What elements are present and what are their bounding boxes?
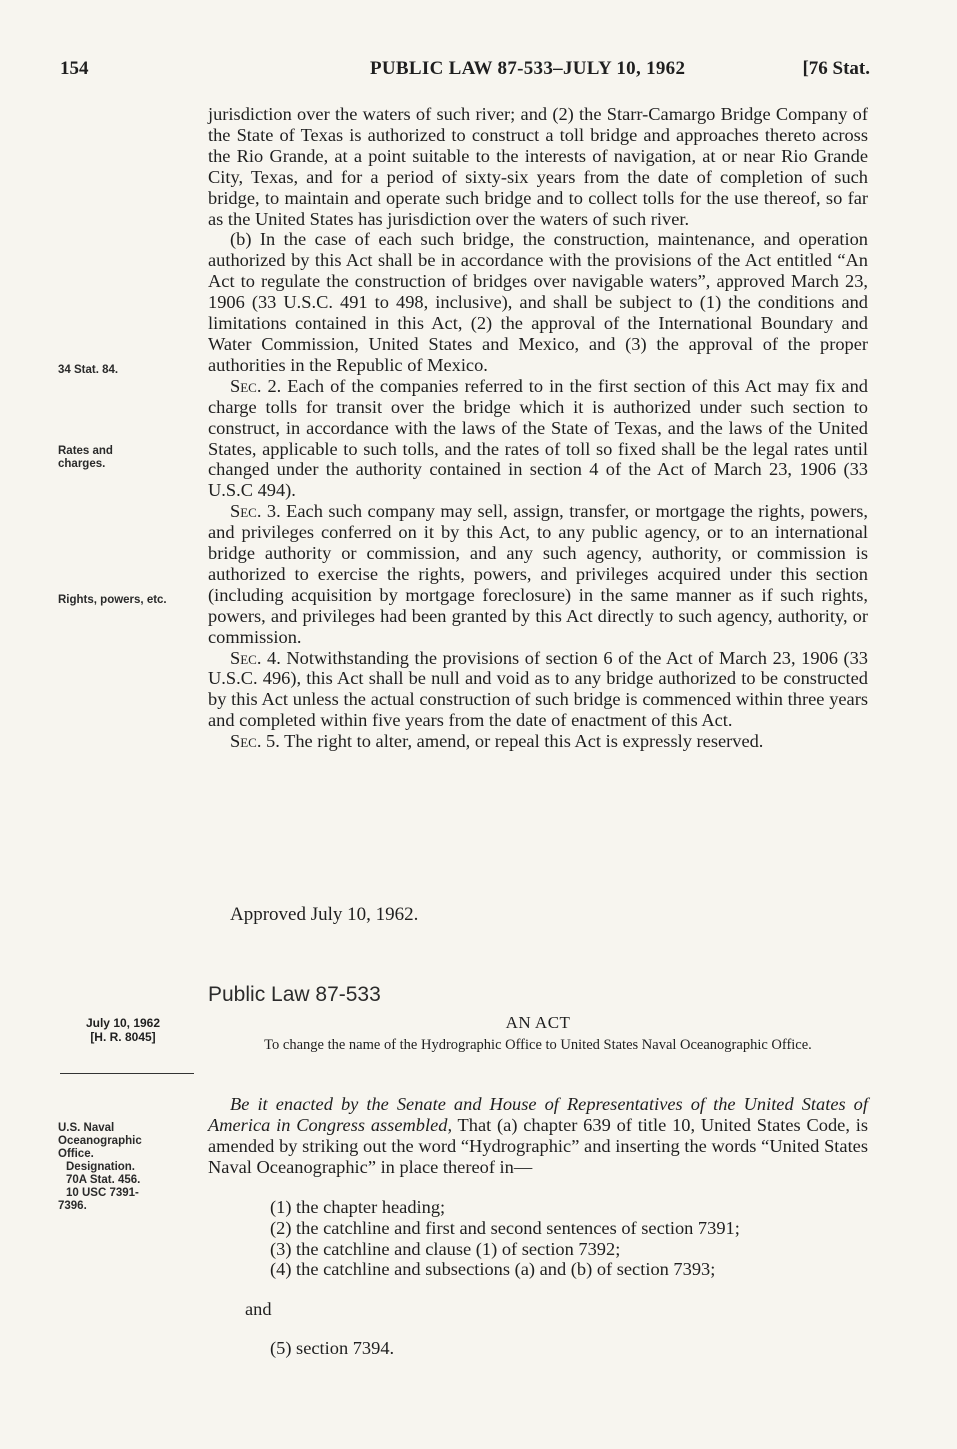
enactment-date: July 10, 1962 bbox=[85, 1016, 161, 1030]
paragraph-continuation: jurisdiction over the waters of such river; and (2) the Starr-Camargo Bridge Company of the State of Texas is authorized to construct a toll bridge and approaches thereto across the Rio Grande, at a point suitable to the interests of navigation, at or near Rio Grande City, Texas, and for a period of sixty-six years from the date of completion of such bridge, to maintain and operate such bridge and to collect tolls for the use thereof, so far as the United States has jurisdiction over the waters of such river. bbox=[208, 104, 868, 229]
enacting-clause: Be it enacted by the Senate and House of Representatives of the United States of America in Congress assembled, bbox=[208, 1094, 868, 1135]
margin-note-line: 7396. bbox=[58, 1200, 87, 1212]
page-header bbox=[60, 58, 870, 86]
list-item: (1) the chapter heading; bbox=[270, 1197, 446, 1217]
section-label: Sec. bbox=[230, 501, 262, 522]
public-law-title: Public Law 87-533 bbox=[208, 983, 381, 1006]
margin-note-designation bbox=[58, 1122, 188, 1213]
enacting-paragraph bbox=[208, 1094, 868, 1178]
running-title: PUBLIC LAW 87-533–JULY 10, 1962 bbox=[370, 58, 686, 79]
section-2-text: 2. Each of the companies referred to in the first section of this Act may fix and charge tolls for transit over the bridge which it is authorized under such section to construct, in accordance with the laws of the State of Texas, and the laws of the United States, applicable to such tolls, and the rates of toll so fixed shall be the legal rates until changed under the authority contained in section 4 of the Act of March 23, 1906 (33 U.S.C 494). bbox=[208, 375, 868, 501]
act-subtitle: To change the name of the Hydrographic Office to United States Naval Oceanographic Office. bbox=[264, 1037, 812, 1053]
margin-note-line: Oceanographic bbox=[58, 1135, 142, 1147]
top-section bbox=[208, 104, 868, 752]
enacting-text: That (a) chapter 639 of title 10, United States Code, is amended by striking out the word “Hydrographic” and inserting the words “United States Naval Oceanographic” in place thereof in— bbox=[208, 1114, 868, 1177]
section-3 bbox=[208, 501, 868, 647]
section-label: Sec. bbox=[230, 375, 262, 396]
act-heading: AN ACT bbox=[505, 1013, 571, 1032]
paragraph-b: (b) In the case of each such bridge, the construction, maintenance, and operation authorized by this Act shall be in accordance with the provisions of the Act entitled “An Act to regulate the construction of bridges over navigable waters”, approved March 23, 1906 (33 U.S.C. 491 to 498, inclusive), and shall be subject to (1) the conditions and limitations contained in this Act, (2) the approval of the International Boundary and Water Commission, United States and Mexico, and (3) the approval of the proper authorities in the Republic of Mexico. bbox=[208, 229, 868, 375]
section-label: Sec. bbox=[230, 731, 262, 752]
margin-note-stat: 34 Stat. 84. bbox=[58, 364, 119, 376]
margin-rule bbox=[60, 1073, 194, 1074]
section-label: Sec. bbox=[230, 647, 262, 668]
enactment-date-box bbox=[58, 1017, 188, 1044]
list-item: (5) section 7394. bbox=[270, 1337, 395, 1358]
list-item: (4) the catchline and subsections (a) and (b) of section 7393; bbox=[270, 1259, 716, 1280]
amendment-list bbox=[208, 1197, 868, 1359]
margin-note-rights: Rights, powers, etc. bbox=[58, 594, 167, 606]
section-4-text: 4. Notwithstanding the provisions of section 6 of the Act of March 23, 1906 (33 U.S.C. 496), this Act shall be null and void as to any bridge authorized to be constructed by this Act unless the actual construction of such bridge is commenced within three years and completed within five years from the date of enactment of this Act. bbox=[208, 647, 868, 731]
section-3-text: 3. Each such company may sell, assign, transfer, or mortgage the rights, powers, and privileges conferred on it by this Act, to any public agency, or to an international bridge authority or commission, and any such agency, authority, or commission is authorized to exercise the rights, powers, and privileges acquired under this section (including acquisition by mortgage foreclosure) in the same manner as if such rights, powers, and privileges had been granted by this Act directly to such agency, authority, or commission. bbox=[208, 501, 868, 647]
list-item: (2) the catchline and first and second sentences of section 7391; bbox=[270, 1217, 740, 1238]
margin-note-line: U.S. Naval bbox=[58, 1122, 115, 1134]
margin-note-line: Designation. bbox=[66, 1161, 136, 1173]
margin-note-rates: Rates and charges. bbox=[58, 445, 113, 470]
margin-note-line: Office. bbox=[58, 1148, 94, 1160]
page-number: 154 bbox=[60, 58, 89, 79]
bill-number: [H. R. 8045] bbox=[90, 1029, 156, 1044]
margin-note-line: 10 USC 7391- bbox=[66, 1187, 139, 1199]
section-4 bbox=[208, 648, 868, 732]
section-2 bbox=[208, 376, 868, 501]
list-conjunction: and bbox=[245, 1298, 272, 1319]
section-5-text: 5. The right to alter, amend, or repeal this Act is expressly reserved. bbox=[266, 731, 764, 752]
section-5 bbox=[208, 731, 868, 752]
margin-note-line: 70A Stat. 456. bbox=[66, 1174, 141, 1186]
list-item: (3) the catchline and clause (1) of section 7392; bbox=[270, 1238, 621, 1259]
volume-reference: [76 Stat. bbox=[802, 58, 870, 79]
approval-date: Approved July 10, 1962. bbox=[230, 904, 419, 925]
